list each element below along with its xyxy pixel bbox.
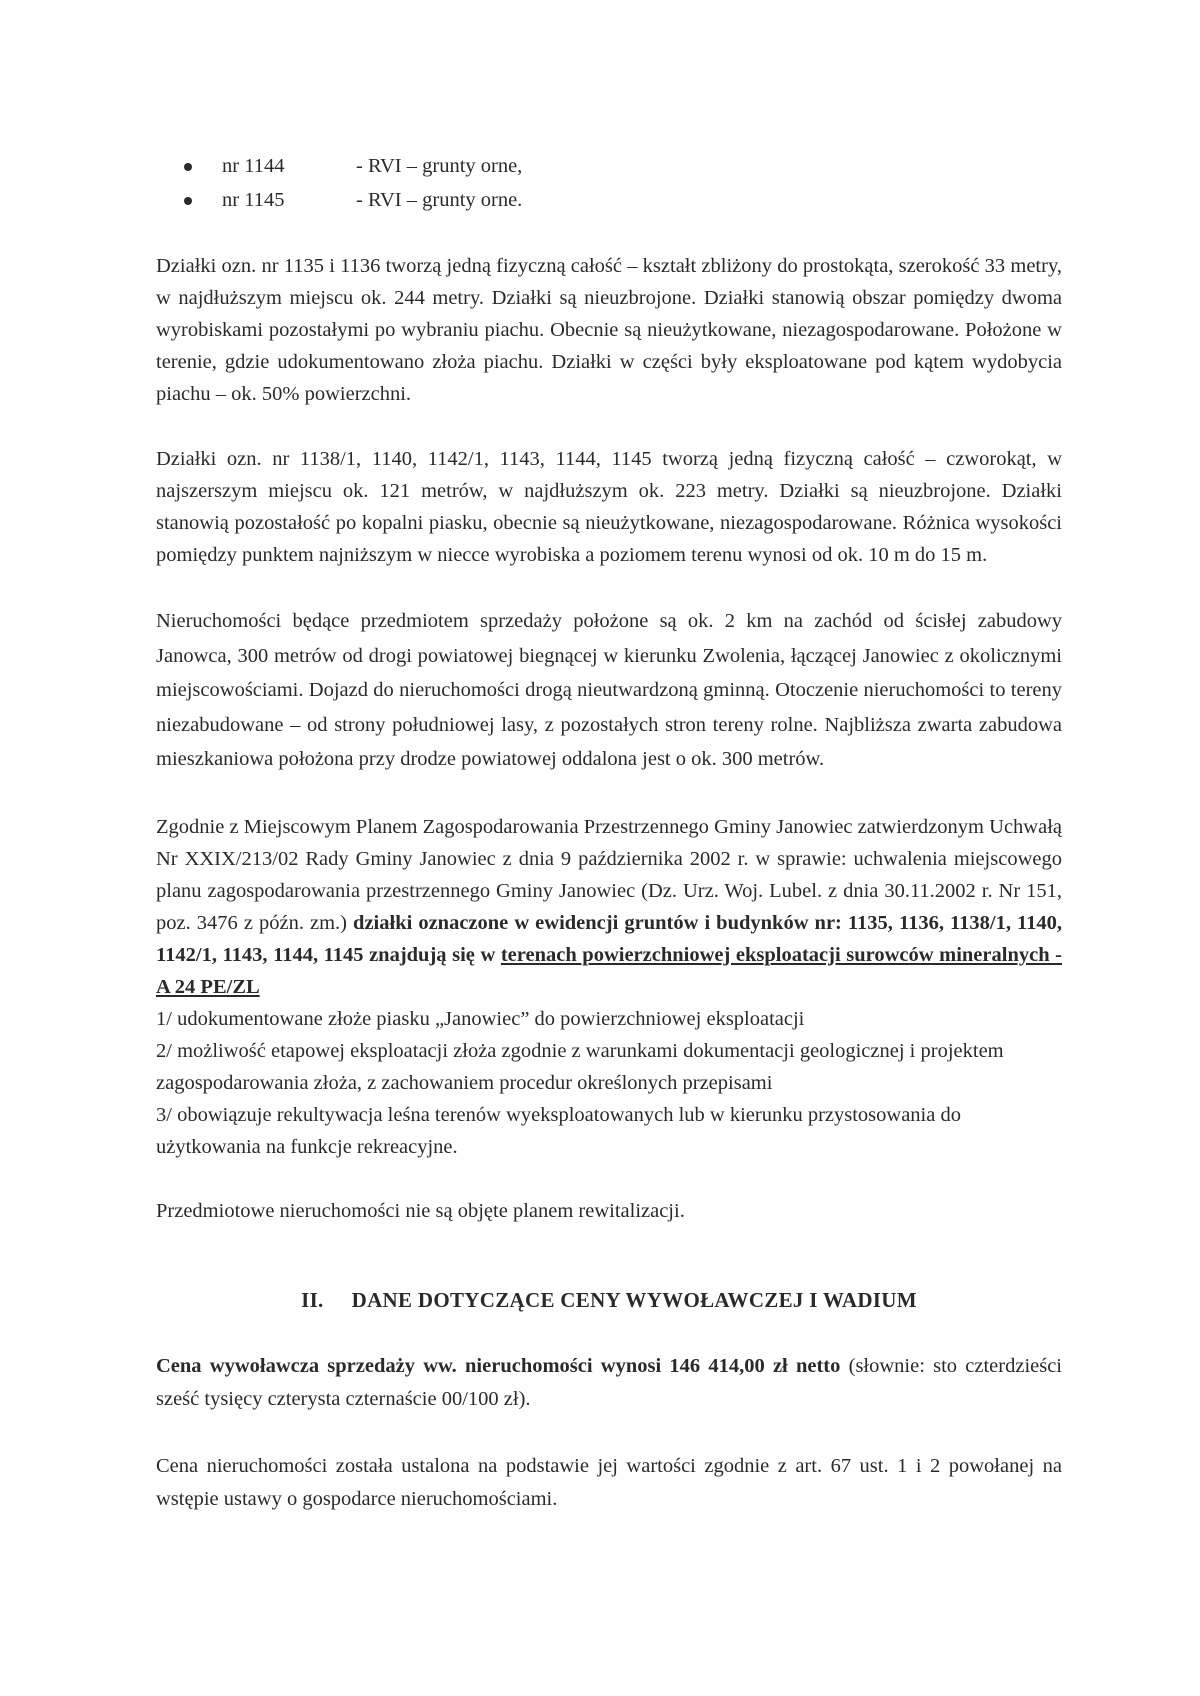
list-item	[156, 150, 1062, 184]
parcel-number: nr 1144	[222, 155, 285, 177]
starting-price-words: (słownie: sto czterdzieści sześć tysięcy czterysta czternaście 00/100 zł).	[156, 1354, 1063, 1410]
list-item: 2/ możliwość etapowej eksploatacji złoża zgodnie z warunkami dokumentacji geologicznej i projektem zagospodarowania złoża, z zachowaniem procedur określonych przepisami	[156, 1039, 1004, 1094]
parcel-class: - RVI – grunty orne.	[356, 189, 523, 211]
revitalization-paragraph: Przedmiotowe nieruchomości nie są objęte planem rewitalizacji.	[156, 1199, 685, 1222]
zoning-plan-list	[156, 1003, 1062, 1163]
parcel-number: nr 1145	[222, 189, 285, 211]
list-item: 3/ obowiązuje rekultywacja leśna terenów wyeksploatowanych lub w kierunku przystosowania do użytkowania na funkcje rekreacyjne.	[156, 1103, 961, 1158]
parcel-class: - RVI – grunty orne,	[356, 155, 523, 177]
parcels-others-paragraph: Działki ozn. nr 1138/1, 1140, 1142/1, 1143, 1144, 1145 tworzą jedną fizyczną całość – czworokąt, w najszerszym miejscu ok. 121 metrów, w najdłuższym ok. 223 metry. Działki są nieuzbrojone. Działki stanowią pozostałość po kopalni piasku, obecnie są nieużytkowane, niezagospodarowane. Różnica wysokości pomiędzy punktem najniższym w niecce wyrobiska a poziomem terenu wynosi od ok. 10 m do 15 m.	[156, 448, 1062, 566]
starting-price-bold: Cena wywoławcza sprzedaży ww. nieruchomości wynosi 146 414,00 zł netto	[156, 1354, 841, 1377]
parcels-1135-1136-paragraph: Działki ozn. nr 1135 i 1136 tworzą jedną fizyczną całość – kształt zbliżony do prostokąta, szerokość 33 metry, w najdłuższym miejscu ok. 244 metry. Działki są nieuzbrojone. Działki stanowią obszar pomiędzy dwoma wyrobiskami pozostałymi po wybraniu piachu. Obecnie są nieużytkowane, niezagospodarowane. Położone w terenie, gdzie udokumentowano złoża piachu. Działki w części były eksploatowane pod kątem wydobycia piachu – ok. 50% powierzchni.	[156, 255, 1062, 405]
section-heading	[156, 1284, 1062, 1316]
zoning-plan-paragraph	[156, 811, 1062, 1003]
zoning-plan-bold: działki oznaczone w ewidencji gruntów i budynków nr: 1135, 1136, 1138/1, 1140, 1142/1, 1143, 1144, 1145 znajdują się w	[156, 911, 1062, 966]
document-page	[156, 150, 1062, 1516]
zoning-plan-underlined: terenach powierzchniowej eksploatacji surowców mineralnych - A 24 PE/ZL	[156, 943, 1062, 998]
price-basis-paragraph: Cena nieruchomości została ustalona na podstawie jej wartości zgodnie z art. 67 ust. 1 i 2 powołanej na wstępie ustawy o gospodarce nieruchomościami.	[156, 1454, 1062, 1510]
section-number: II.	[301, 1287, 324, 1312]
location-paragraph: Nieruchomości będące przedmiotem sprzedaży położone są ok. 2 km na zachód od ścisłej zabudowy Janowca, 300 metrów od drogi powiatowej biegnącej w kierunku Zwolenia, łączącej Janowiec z okolicznymi miejscowościami. Dojazd do nieruchomości drogą nieutwardzoną gminną. Otoczenie nieruchomości to tereny niezabudowane – od strony południowej lasy, z pozostałych stron tereny rolne. Najbliższa zwarta zabudowa mieszkaniowa położona przy drodze powiatowej oddalona jest o ok. 300 metrów.	[156, 610, 1062, 770]
parcel-bullet-list	[156, 150, 1062, 218]
bullet-icon	[184, 197, 192, 205]
starting-price-paragraph	[156, 1350, 1062, 1416]
list-item	[156, 184, 1062, 218]
zoning-plan-intro: Zgodnie z Miejscowym Planem Zagospodarowania Przestrzennego Gminy Janowiec zatwierdzonym Uchwałą Nr XXIX/213/02 Rady Gminy Janowiec z dnia 9 października 2002 r. w sprawie: uchwalenia miejscowego planu zagospodarowania przestrzennego Gminy Janowiec (Dz. Urz. Woj. Lubel. z dnia 30.11.2002 r. Nr 151, poz. 3476 z późn. zm.)	[156, 815, 1062, 934]
list-item: 1/ udokumentowane złoże piasku „Janowiec” do powierzchniowej eksploatacji	[156, 1007, 805, 1030]
bullet-icon	[184, 163, 192, 171]
section-title: DANE DOTYCZĄCE CENY WYWOŁAWCZEJ I WADIUM	[351, 1287, 917, 1312]
